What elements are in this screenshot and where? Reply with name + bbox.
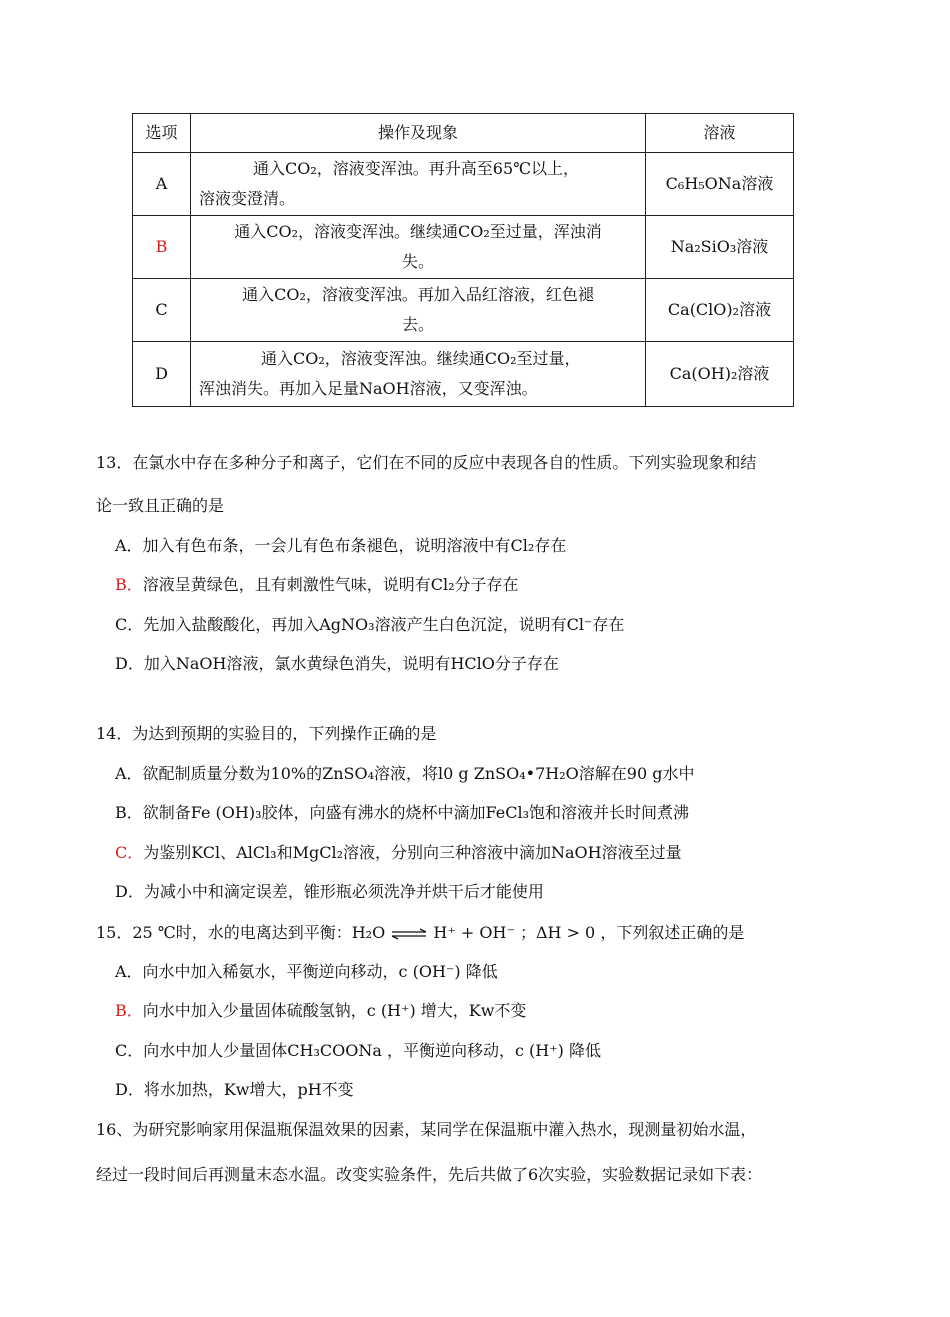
- table-row: [133, 342, 794, 407]
- q14-option-a: A．欲配制质量分数为10%的ZnSO₄溶液，将l0 g ZnSO₄•7H₂O溶解在90 g水中: [115, 764, 695, 783]
- option-text: 溶液呈黄绿色，且有刺激性气味，说明有Cl₂分子存在: [142, 575, 519, 594]
- row-operation: [191, 216, 646, 279]
- row-solution: Ca(ClO)₂溶液: [646, 279, 794, 342]
- table-row: [133, 216, 794, 279]
- equilibrium-arrow-icon: [390, 928, 428, 940]
- q13-option-b: [115, 572, 519, 595]
- q14-stem: 14．为达到预期的实验目的，下列操作正确的是: [96, 724, 437, 743]
- header-operation: 操作及现象: [191, 114, 646, 153]
- row-label: A: [133, 153, 191, 216]
- operation-line: 通入CO₂，溶液变浑浊。再升高至65℃以上，: [253, 159, 580, 178]
- q14-option-b: B．欲制备Fe (OH)₃胶体，向盛有沸水的烧杯中滴加FeCl₃饱和溶液并长时间煮沸: [115, 803, 689, 822]
- operation-line: 通入CO₂，溶液变浑浊。继续通CO₂至过量，浑浊消: [234, 222, 602, 241]
- q15-option-d: D．将水加热，Kw增大，pH不变: [115, 1080, 354, 1099]
- q15-option-c: C．向水中加人少量固体CH₃COONa ，平衡逆向移动，c (H⁺) 降低: [115, 1041, 601, 1060]
- q15-stem: [96, 920, 856, 943]
- answer-letter: C．: [115, 843, 144, 862]
- table-row: [133, 153, 794, 216]
- q14-option-c: [115, 840, 682, 863]
- row-operation: [191, 153, 646, 216]
- operation-line: 失。: [401, 252, 434, 271]
- q13-stem: 论一致且正确的是: [96, 496, 225, 515]
- operation-line: 去。: [401, 315, 434, 334]
- q15-stem-post: H⁺ + OH⁻ ；ΔH > 0 ，下列叙述正确的是: [433, 923, 745, 942]
- row-solution: Ca(OH)₂溶液: [646, 342, 794, 407]
- row-label: D: [133, 342, 191, 407]
- header-option: 选项: [133, 114, 191, 153]
- table-row: [133, 279, 794, 342]
- header-solution: 溶液: [646, 114, 794, 153]
- q13-option-a: A．加入有色布条，一会儿有色布条褪色，说明溶液中有Cl₂存在: [115, 536, 567, 555]
- row-label: C: [133, 279, 191, 342]
- q13-option-c: C．先加入盐酸酸化，再加入AgNO₃溶液产生白色沉淀，说明有Cl⁻存在: [115, 615, 625, 634]
- q15-stem-pre: 15．25 ℃时，水的电离达到平衡：H₂O: [96, 923, 386, 942]
- row-operation: [191, 342, 646, 407]
- q13-stem: 13．在氯水中存在多种分子和离子，它们在不同的反应中表现各自的性质。下列实验现象和结: [96, 453, 757, 472]
- options-table: [132, 113, 794, 407]
- option-text: 为鉴别KCl、AlCl₃和MgCl₂溶液，分别向三种溶液中滴加NaOH溶液至过量: [143, 843, 682, 862]
- row-solution: C₆H₅ONa溶液: [646, 153, 794, 216]
- q16-stem: 16、为研究影响家用保温瓶保温效果的因素，某同学在保温瓶中灌入热水，现测量初始水温，: [96, 1120, 757, 1139]
- q15-option-a: A．向水中加入稀氨水，平衡逆向移动，c (OH⁻) 降低: [115, 962, 498, 981]
- option-text: 向水中加入少量固体硫酸氢钠，c (H⁺) 增大，Kw不变: [142, 1001, 527, 1020]
- table-header-row: [133, 114, 794, 153]
- operation-line: 通入CO₂，溶液变浑浊。继续通CO₂至过量，: [261, 349, 581, 368]
- answer-letter: B．: [115, 1001, 143, 1020]
- row-label: B: [133, 216, 191, 279]
- row-solution: Na₂SiO₃溶液: [646, 216, 794, 279]
- q15-option-b: [115, 998, 526, 1021]
- operation-line: 溶液变澄清。: [199, 189, 296, 208]
- q16-stem: 经过一段时间后再测量末态水温。改变实验条件，先后共做了6次实验，实验数据记录如下表：: [96, 1165, 763, 1184]
- operation-line: 通入CO₂，溶液变浑浊。再加入品红溶液，红色褪: [242, 285, 594, 304]
- answer-letter: B．: [115, 575, 143, 594]
- row-operation: [191, 279, 646, 342]
- q14-option-d: D．为减小中和滴定误差，锥形瓶必须洗净并烘干后才能使用: [115, 882, 544, 901]
- q13-option-d: D．加入NaOH溶液，氯水黄绿色消失，说明有HClO分子存在: [115, 654, 559, 673]
- operation-line: 浑浊消失。再加入足量NaOH溶液，又变浑浊。: [199, 379, 538, 398]
